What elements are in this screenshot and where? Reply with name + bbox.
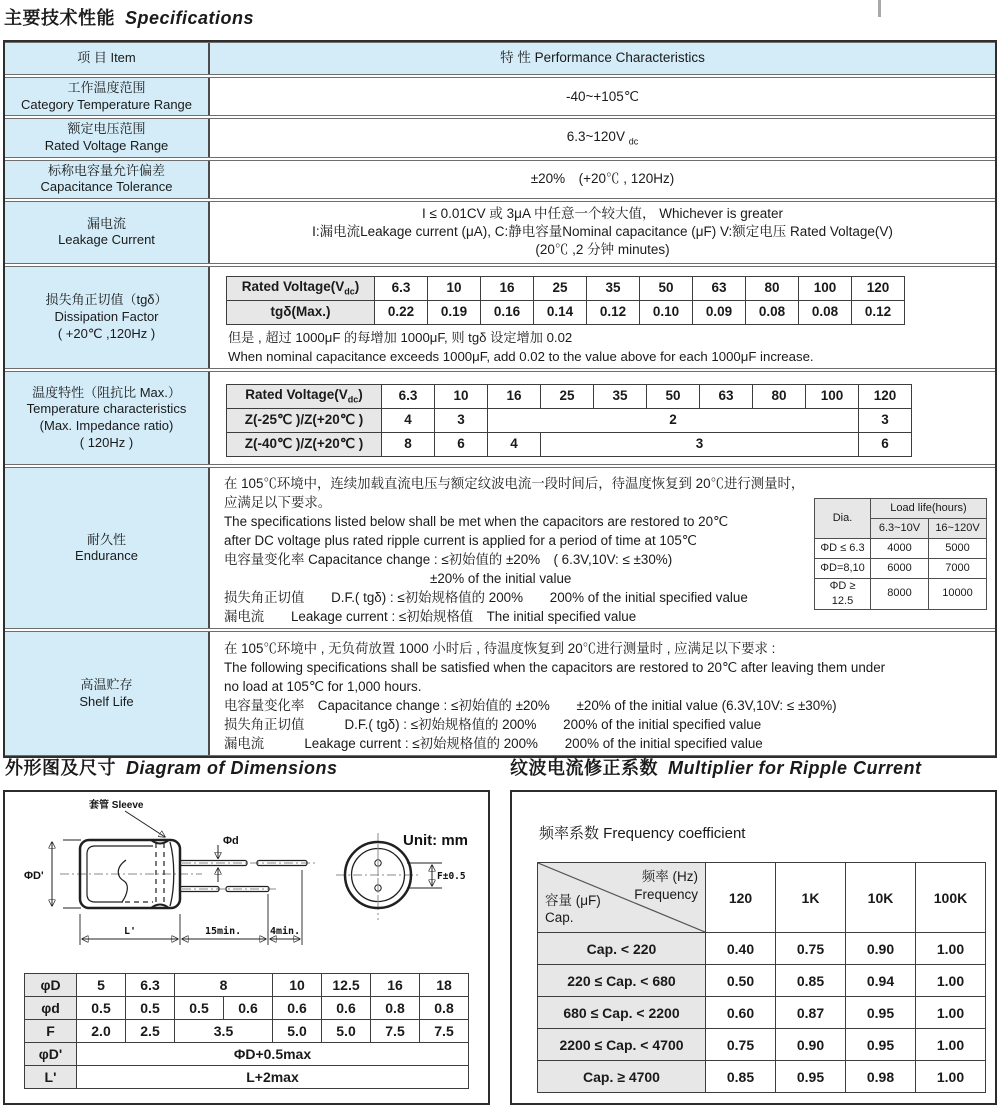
voltage-cell: 16 — [481, 276, 534, 300]
tgd-cell: 0.14 — [534, 300, 587, 324]
cap-range-cell: 2200 ≤ Cap. < 4700 — [538, 1029, 706, 1061]
voltage-cell: 80 — [753, 384, 806, 408]
hours-cell: 6000 — [871, 559, 929, 579]
leakage-label: 漏电流 Leakage Current — [5, 202, 210, 263]
phi-d-prime-label: ΦD' — [24, 870, 44, 882]
tgd-cell: 0.19 — [428, 300, 481, 324]
coefficient-cell: 0.90 — [846, 933, 916, 965]
shelf-line: 损失角正切值 D.F.( tgδ) : ≤初始规格值的 200% 200% of the initial specified value — [224, 717, 762, 733]
endurance-line: 漏电流 Leakage current : ≤初始规格值 The initial specified value — [224, 609, 637, 625]
voltage-cell: 25 — [541, 384, 594, 408]
dim-cell: 18 — [420, 974, 469, 997]
unit-label: Unit: mm — [403, 832, 468, 849]
shelf-line: The following specifications shall be satisfied when the capacitors are restored to 20℃ after leaving them under — [224, 660, 886, 676]
voltage-cell: 25 — [534, 276, 587, 300]
endurance-line: 在 105℃环境中，连续加载直流电压与额定纹波电流一段时间后，待温度恢复到 20℃进行测量时， — [224, 476, 805, 492]
endurance-content — [210, 468, 995, 628]
dissipation-row — [5, 266, 995, 369]
dimension-table — [24, 973, 469, 1089]
coefficient-cell: 1.00 — [916, 1029, 986, 1061]
shelf-life-label: 高温贮存 Shelf Life — [5, 632, 210, 755]
phi-d-label: Φd — [223, 835, 239, 847]
load-life-header-cell: Load life(hours) — [871, 499, 987, 519]
leakage-value: I ≤ 0.01CV 或 3μA 中任意一个较大值， Whichever is greater I:漏电流Leakage current (μA), C:静电容量Nominal capacitance (μF) V:额定电压 Rated Voltage(V) (20℃ ,2 分钟 minutes) — [312, 205, 893, 258]
dim-cell: 7.5 — [420, 1020, 469, 1043]
temp-char-label: 温度特性（阻抗比 Max.） Temperature characteristics (Max. Impedance ratio) ( 120Hz ) — [5, 372, 210, 464]
tolerance-label: 标称电容量允许偏差 Capacitance Tolerance — [5, 161, 210, 198]
dim-cell: 7.5 — [371, 1020, 420, 1043]
dia-cell: ΦD=8,10 — [815, 559, 871, 579]
dim-row-label: F — [25, 1020, 77, 1043]
tgd-cell: 0.12 — [587, 300, 640, 324]
cap-range-cell: 680 ≤ Cap. < 2200 — [538, 997, 706, 1029]
coefficient-cell: 1.00 — [916, 1061, 986, 1093]
dia-cell: ΦD ≥ 12.5 — [815, 579, 871, 610]
dim-row-label: φD — [25, 974, 77, 997]
shelf-line: 在 105℃环境中 , 无负荷放置 1000 小时后 , 待温度恢复到 20℃进行测量时 , 应满足以下要求 : — [224, 641, 776, 657]
cap-range-cell: Cap. ≥ 4700 — [538, 1061, 706, 1093]
dim-row-label: L' — [25, 1066, 77, 1089]
dim-cell: 12.5 — [322, 974, 371, 997]
coefficient-cell: 0.40 — [706, 933, 776, 965]
hours-cell: 10000 — [929, 579, 987, 610]
freq-header-cell: 120 — [706, 863, 776, 933]
coefficient-cell: 0.90 — [776, 1029, 846, 1061]
tgd-cell: 0.08 — [746, 300, 799, 324]
z40-cell: 6 — [435, 432, 488, 456]
z25-cell: 3 — [859, 408, 912, 432]
min4-label: 4min. — [270, 926, 301, 937]
tgd-cell: 0.12 — [852, 300, 905, 324]
coefficient-cell: 1.00 — [916, 965, 986, 997]
voltage-cell: 10 — [435, 384, 488, 408]
ripple-box — [510, 790, 997, 1105]
coefficient-cell: 0.85 — [776, 965, 846, 997]
dimensions-section-title: 外形图及尺寸 Diagram of Dimensions — [5, 758, 338, 778]
rated-voltage-header-cell: Rated $Voltage(V_{dc})$ — [227, 384, 382, 408]
dia-cell: ΦD ≤ 6.3 — [815, 539, 871, 559]
capacitance-axis-label: 容量 (μF) Cap. — [545, 892, 601, 926]
shelf-line: 电容量变化率 Capacitance change : ≤初始值的 ±20% ±20% of the initial value (6.3V,10V: ≤ ±30%) — [224, 698, 837, 714]
temp-range-value: -40~+105℃ — [566, 88, 639, 104]
impedance-table — [226, 384, 912, 457]
voltage-cell: 63 — [693, 276, 746, 300]
z25-header-cell: Z(-25℃ )/Z(+20℃ ) — [227, 408, 382, 432]
load-life-col2: 16~120V — [929, 519, 987, 539]
hours-cell: 7000 — [929, 559, 987, 579]
coefficient-cell: 1.00 — [916, 997, 986, 1029]
z25-cell: 3 — [435, 408, 488, 432]
temp-range-row — [5, 77, 995, 116]
rated-voltage-header-cell: Rated $Voltage(V_{dc})$ — [227, 276, 375, 300]
voltage-cell: 6.3 — [375, 276, 428, 300]
freq-cap-diagonal-cell — [538, 863, 706, 933]
voltage-cell: 80 — [746, 276, 799, 300]
characteristics-header-cell: 特 性 Performance Characteristics — [210, 43, 995, 74]
z40-header-cell: Z(-40℃ )/Z(+20℃ ) — [227, 432, 382, 456]
ripple-section-title: 纹波电流修正系数 Multiplier for Ripple Current — [510, 758, 922, 778]
coefficient-cell: 0.75 — [776, 933, 846, 965]
z40-cell: 6 — [859, 432, 912, 456]
coefficient-cell: 0.95 — [846, 997, 916, 1029]
frequency-coefficient-subtitle: 频率系数 Frequency coefficient — [539, 825, 746, 842]
endurance-line: The specifications listed below shall be met when the capacitors are restored to 20℃ — [224, 514, 729, 530]
z40-cell: 3 — [541, 432, 859, 456]
coefficient-cell: 0.50 — [706, 965, 776, 997]
dissipation-note-cn: 但是 , 超过 1000μF 的每增加 1000μF, 则 tgδ 设定增加 0.02 — [228, 329, 573, 345]
specifications-table — [3, 40, 997, 758]
voltage-cell: 100 — [806, 384, 859, 408]
shelf-life-row — [5, 631, 995, 756]
dissipation-note-en: When nominal capacitance exceeds 1000μF, add 0.02 to the value above for each 1000μF increase. — [228, 348, 814, 364]
tgd-cell: 0.16 — [481, 300, 534, 324]
hours-cell: 5000 — [929, 539, 987, 559]
cap-range-cell: Cap. < 220 — [538, 933, 706, 965]
voltage-cell: 63 — [700, 384, 753, 408]
dim-cell: 0.5 — [175, 997, 224, 1020]
freq-header-cell: 10K — [846, 863, 916, 933]
tgd-cell: 0.09 — [693, 300, 746, 324]
leakage-row — [5, 201, 995, 264]
endurance-line: after DC voltage plus rated ripple current is applied for a period of time at 105℃ — [224, 533, 697, 549]
tgd-cell: 0.10 — [640, 300, 693, 324]
endurance-line: 损失角正切值 D.F.( tgδ) : ≤初始规格值的 200% 200% of the initial specified value — [224, 590, 748, 606]
section-title-en: Specifications — [125, 8, 255, 28]
temp-char-content — [210, 372, 995, 464]
tolerance-row — [5, 160, 995, 199]
voltage-range-value: 6.3~120V $_{dc}$ — [566, 128, 639, 147]
z40-cell: 4 — [488, 432, 541, 456]
endurance-label: 耐久性 Endurance — [5, 468, 210, 628]
dia-header-cell: Dia. — [815, 499, 871, 539]
shelf-life-content — [210, 632, 995, 755]
cap-range-cell: 220 ≤ Cap. < 680 — [538, 965, 706, 997]
freq-header-cell: 1K — [776, 863, 846, 933]
dim-cell: 5 — [77, 974, 126, 997]
voltage-cell: 35 — [587, 276, 640, 300]
dim-cell: 0.8 — [420, 997, 469, 1020]
sleeve-label: 套管 Sleeve — [89, 800, 144, 811]
coefficient-cell: 0.85 — [706, 1061, 776, 1093]
dissipation-label: 损失角正切值（tgδ） Dissipation Factor ( +20℃ ,120Hz ) — [5, 267, 210, 368]
dim-cell: 5.0 — [273, 1020, 322, 1043]
coefficient-cell: 1.00 — [916, 933, 986, 965]
temp-char-row — [5, 371, 995, 465]
page-edge-mark — [878, 0, 881, 17]
dissipation-content — [210, 267, 995, 368]
temp-range-label: 工作温度范围 Category Temperature Range — [5, 78, 210, 115]
dim-cell: 2.5 — [126, 1020, 175, 1043]
dim-cell: 16 — [371, 974, 420, 997]
dim-cell: 0.5 — [77, 997, 126, 1020]
voltage-cell: 16 — [488, 384, 541, 408]
coefficient-cell: 0.95 — [776, 1061, 846, 1093]
voltage-range-row — [5, 118, 995, 157]
dim-cell: 10 — [273, 974, 322, 997]
tolerance-value: ±20% (+20℃ , 120Hz) — [530, 171, 675, 187]
voltage-cell: 50 — [647, 384, 700, 408]
f-tolerance-label: F±0.5 — [437, 871, 466, 882]
coefficient-cell: 0.98 — [846, 1061, 916, 1093]
shelf-line: no load at 105℃ for 1,000 hours. — [224, 679, 422, 695]
voltage-cell: 35 — [594, 384, 647, 408]
load-life-col1: 6.3~10V — [871, 519, 929, 539]
tgd-cell: 0.22 — [375, 300, 428, 324]
coefficient-cell: 0.94 — [846, 965, 916, 997]
voltage-range-label: 额定电压范围 Rated Voltage Range — [5, 119, 210, 156]
dim-cell: 3.5 — [175, 1020, 273, 1043]
z25-cell: 4 — [382, 408, 435, 432]
frequency-axis-label: 频率 (Hz) Frequency — [634, 869, 698, 902]
min15-label: 15min. — [205, 926, 242, 937]
coefficient-cell: 0.95 — [846, 1029, 916, 1061]
voltage-cell: 10 — [428, 276, 481, 300]
voltage-cell: 100 — [799, 276, 852, 300]
tgd-cell: 0.08 — [799, 300, 852, 324]
dim-cell: 8 — [175, 974, 273, 997]
l-prime-label: L' — [124, 926, 137, 937]
shelf-line: 漏电流 Leakage current : ≤初始规格值的 200% 200% of the initial specified value — [224, 736, 763, 752]
coefficient-cell: 0.60 — [706, 997, 776, 1029]
dim-cell: 0.8 — [371, 997, 420, 1020]
dim-row-label: φd — [25, 997, 77, 1020]
endurance-line: ±20% of the initial value — [430, 571, 572, 587]
dim-row-label: φD' — [25, 1043, 77, 1066]
table-header-row — [5, 42, 995, 75]
dim-cell: 2.0 — [77, 1020, 126, 1043]
dim-cell: 0.6 — [322, 997, 371, 1020]
endurance-line: 电容量变化率 Capacitance change : ≤初始值的 ±20% ( 6.3V,10V: ≤ ±30%) — [224, 552, 673, 568]
frequency-coefficient-table — [537, 862, 986, 1093]
hours-cell: 8000 — [871, 579, 929, 610]
voltage-cell: 120 — [859, 384, 912, 408]
voltage-cell: 50 — [640, 276, 693, 300]
dim-cell: 5.0 — [322, 1020, 371, 1043]
z40-cell: 8 — [382, 432, 435, 456]
tgd-header-cell: tgδ(Max.) — [227, 300, 375, 324]
dim-cell: L+2max — [77, 1066, 469, 1089]
coefficient-cell: 0.87 — [776, 997, 846, 1029]
z25-cell: 2 — [488, 408, 859, 432]
dim-cell: ΦD+0.5max — [77, 1043, 469, 1066]
item-header-cell: 项 目 Item — [5, 43, 210, 74]
specifications-section-title — [4, 4, 254, 30]
coefficient-cell: 0.75 — [706, 1029, 776, 1061]
freq-header-cell: 100K — [916, 863, 986, 933]
voltage-cell: 120 — [852, 276, 905, 300]
endurance-line: 应满足以下要求。 — [224, 495, 332, 511]
section-title-cn: 主要技术性能 — [4, 8, 115, 28]
dim-cell: 0.6 — [273, 997, 322, 1020]
capacitor-diagram — [5, 792, 488, 964]
dim-cell: 0.5 — [126, 997, 175, 1020]
dissipation-table — [226, 276, 905, 325]
dim-cell: 0.6 — [224, 997, 273, 1020]
dimensions-box — [3, 790, 490, 1105]
hours-cell: 4000 — [871, 539, 929, 559]
dim-cell: 6.3 — [126, 974, 175, 997]
voltage-cell: 6.3 — [382, 384, 435, 408]
load-life-table — [814, 498, 987, 610]
endurance-row — [5, 467, 995, 629]
